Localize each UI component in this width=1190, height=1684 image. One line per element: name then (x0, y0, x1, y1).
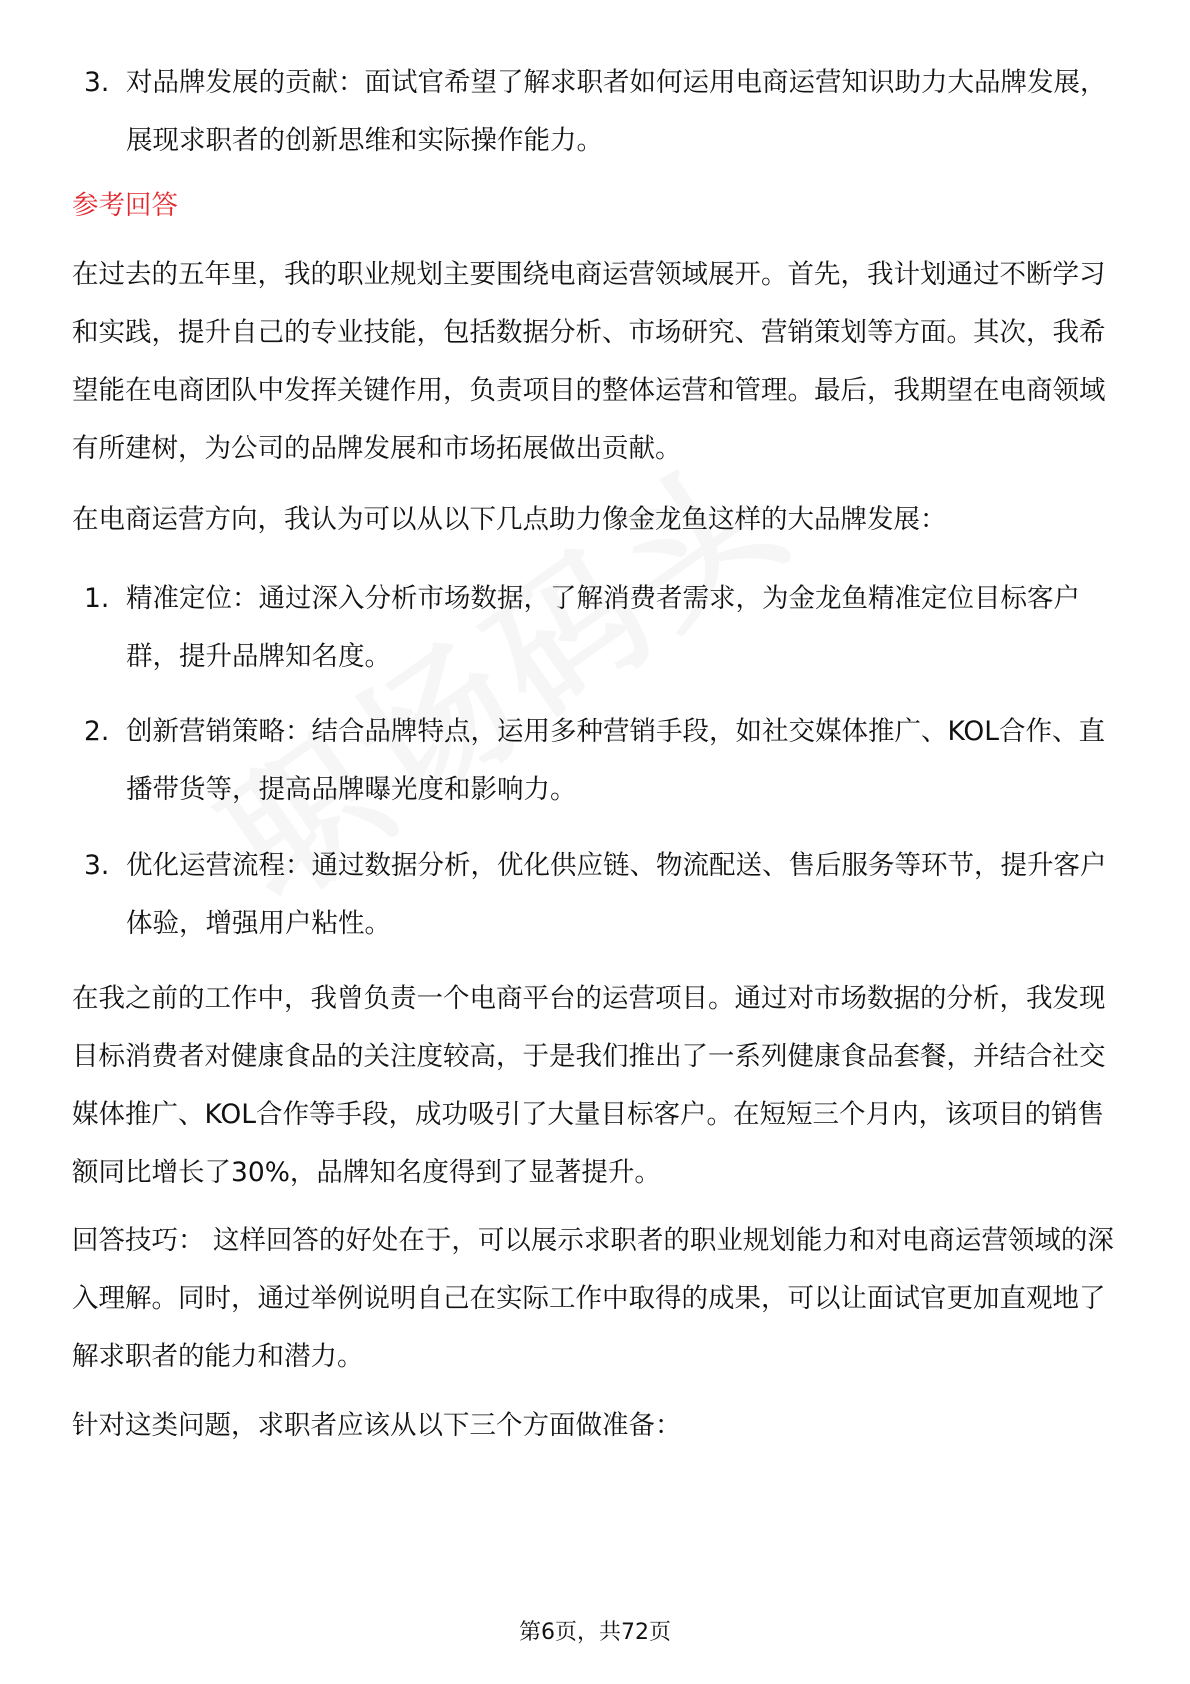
experience-paragraph: 在我之前的工作中，我曾负责一个电商平台的运营项目。通过对市场数据的分析，我发现目标消费者对健康食品的关注度较高，于是我们推出了一系列健康食品套餐，并结合社交媒体推广、KOL合作等手段，成功吸引了大量目标客户。在短短三个月内，该项目的销售额同比增长了30%，品牌知名度得到了显著提升。 (72, 983, 1106, 1188)
list-text: 对品牌发展的贡献：面试官希望了解求职者如何运用电商运营知识助力大品牌发展，展现求职者的创新思维和实际操作能力。 (126, 67, 1107, 156)
page-number-footer: 第6页，共72页 (519, 1620, 671, 1645)
tips-paragraph: 回答技巧： 这样回答的好处在于，可以展示求职者的职业规划能力和对电商运营领域的深入理解。同时，通过举例说明自己在实际工作中取得的成果，可以让面试官更加直观地了解求职者的能力和潜力。 (72, 1225, 1114, 1372)
strategy-list-item (84, 703, 1124, 819)
preparation-paragraph: 针对这类问题，求职者应该从以下三个方面做准备： (72, 1410, 682, 1441)
list-number: 1. (84, 583, 110, 614)
career-plan-paragraph: 在过去的五年里，我的职业规划主要围绕电商运营领域展开。首先，我计划通过不断学习和实践，提升自己的专业技能，包括数据分析、市场研究、营销策划等方面。其次，我希望能在电商团队中发挥关键作用，负责项目的整体运营和管理。最后，我期望在电商领域有所建树，为公司的品牌发展和市场拓展做出贡献。 (72, 259, 1106, 464)
list-text: 优化运营流程：通过数据分析，优化供应链、物流配送、售后服务等环节，提升客户体验，增强用户粘性。 (126, 850, 1107, 939)
reference-answer-heading: 参考回答 (72, 190, 178, 221)
list-number: 2. (84, 716, 110, 747)
intro-list-item (84, 54, 1124, 170)
list-text: 精准定位：通过深入分析市场数据，了解消费者需求，为金龙鱼精准定位目标客户群，提升品牌知名度。 (126, 583, 1080, 672)
strategy-list-item (84, 570, 1124, 686)
strategy-list-item (84, 837, 1124, 953)
list-number: 3. (84, 67, 110, 98)
strategy-intro-paragraph: 在电商运营方向，我认为可以从以下几点助力像金龙鱼这样的大品牌发展： (72, 504, 947, 535)
list-number: 3. (84, 850, 110, 881)
list-text: 创新营销策略：结合品牌特点，运用多种营销手段，如社交媒体推广、KOL合作、直播带货等，提高品牌曝光度和影响力。 (126, 716, 1106, 805)
